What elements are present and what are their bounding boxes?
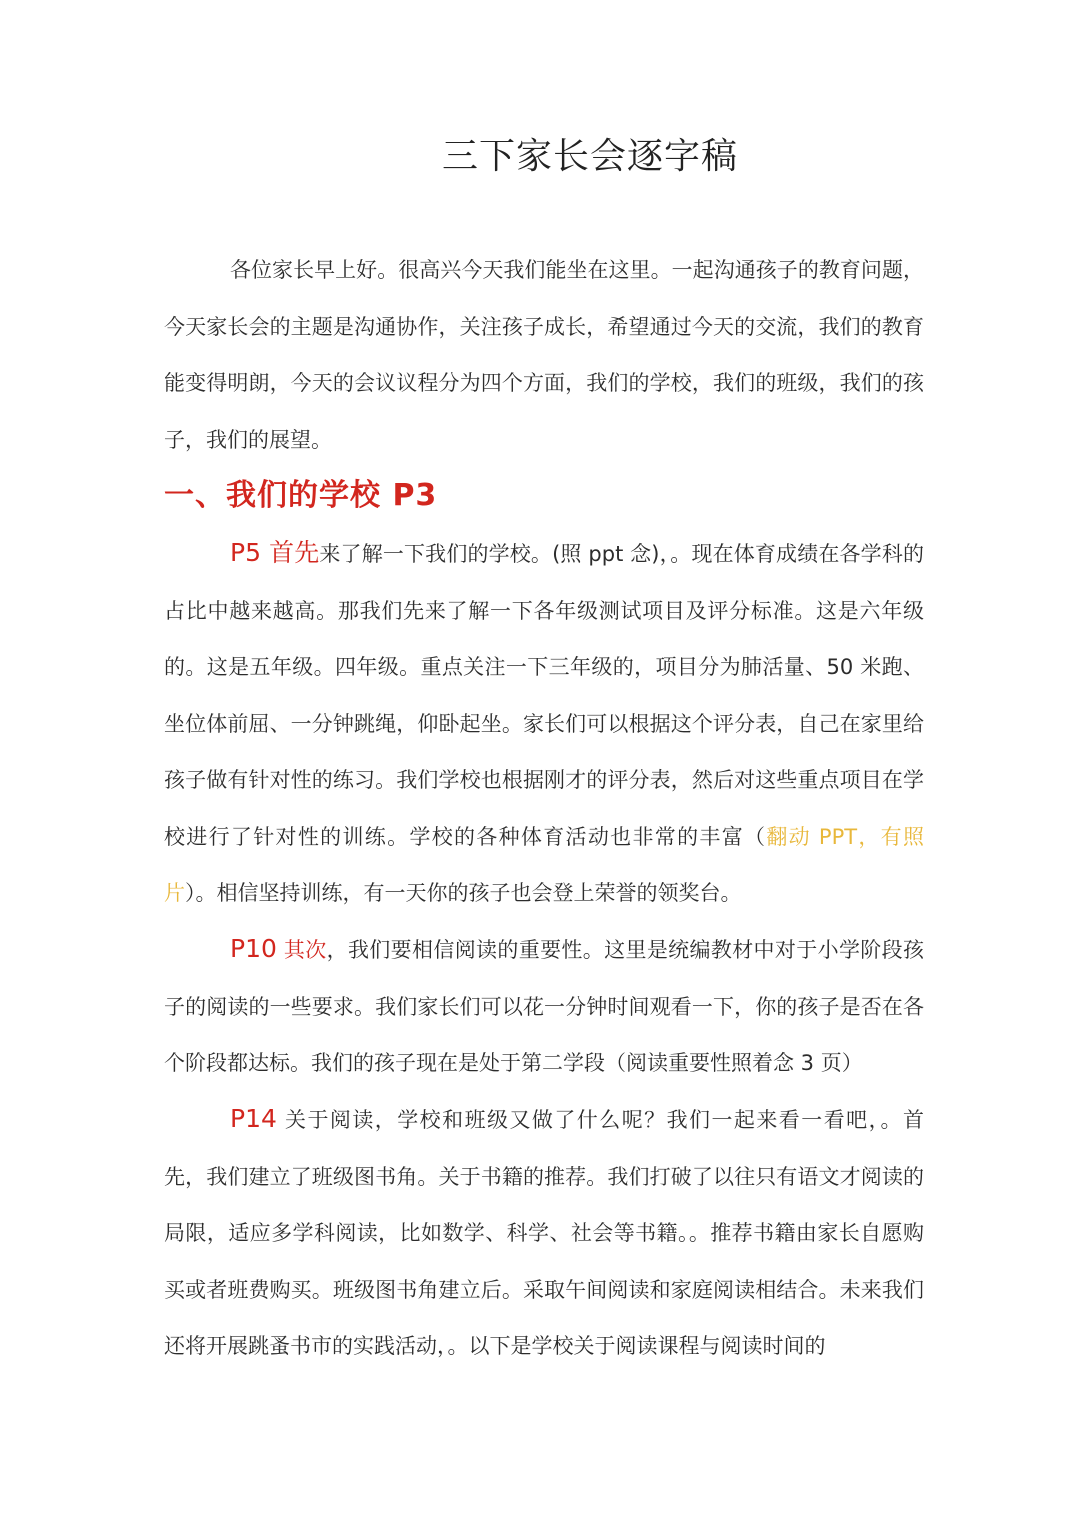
marker-word-p10: 其次 [276, 938, 327, 962]
paragraph-p14-text: 关于阅读，学校和班级又做了什么呢？我们一起来看一看吧，。首先，我们建立了班级图书角。关于书籍的推荐。我们打破了以往只有语文才阅读的局限，适应多学科阅读，比如数学、科学、社会等书籍。。推荐书籍由家长自愿购买或者班费购买。班级图书角建立后。采取午间阅读和家庭阅读相结合。未来我们还将开展跳蚤书市的实践活动，。以下是学校关于阅读课程与阅读时间的 [164, 1108, 924, 1358]
paragraph-p10-text: ，我们要相信阅读的重要性。这里是统编教材中对于小学阶段孩子的阅读的一些要求。我们家长们可以花一分钟时间观看一下，你的孩子是否在各个阶段都达标。我们的孩子现在是处于第二学段（阅读重要性照着念 3 页） [164, 938, 924, 1075]
intro-paragraph: 各位家长早上好。很高兴今天我们能坐在这里。一起沟通孩子的教育问题，今天家长会的主题是沟通协作，关注孩子成长，希望通过今天的交流，我们的教育能变得明朗，今天的会议议程分为四个方面，我们的学校，我们的班级，我们的孩子，我们的展望。 [164, 258, 924, 452]
section-heading: 一、我们的学校 P3 [164, 478, 438, 513]
paragraph-p5 [164, 525, 924, 922]
paragraph-p14 [164, 1091, 924, 1375]
document-title: 三下家长会逐字稿 [441, 136, 738, 177]
paragraph-p5-text-end: ）。相信坚持训练，有一天你的孩子也会登上荣誉的领奖台。 [185, 881, 742, 905]
paragraph-p5-text: 来了解一下我们的学校。(照 ppt 念)，。现在体育成绩在各学科的占比中越来越高。那我们先来了解一下各年级测试项目及评分标准。这是六年级的。这是五年级。四年级。重点关注一下三年级的，项目分为肺活量、50 米跑、坐位体前屈、一分钟跳绳，仰卧起坐。家长们可以根据这个评分表，自己在家里给孩子做有针对性的练习。我们学校也根据刚才的评分表，然后对这些重点项目在学校进行了针对性的训练。学校的各种体育活动也非常的丰富（ [164, 542, 924, 849]
ppt-note: 翻动 PPT，有照片 [164, 824, 924, 905]
paragraph-p10 [164, 921, 924, 1092]
page-marker-p10: P10 [230, 934, 277, 963]
page-marker-p5: P5 首先 [230, 538, 320, 567]
page-marker-p14: P14 [230, 1104, 277, 1133]
